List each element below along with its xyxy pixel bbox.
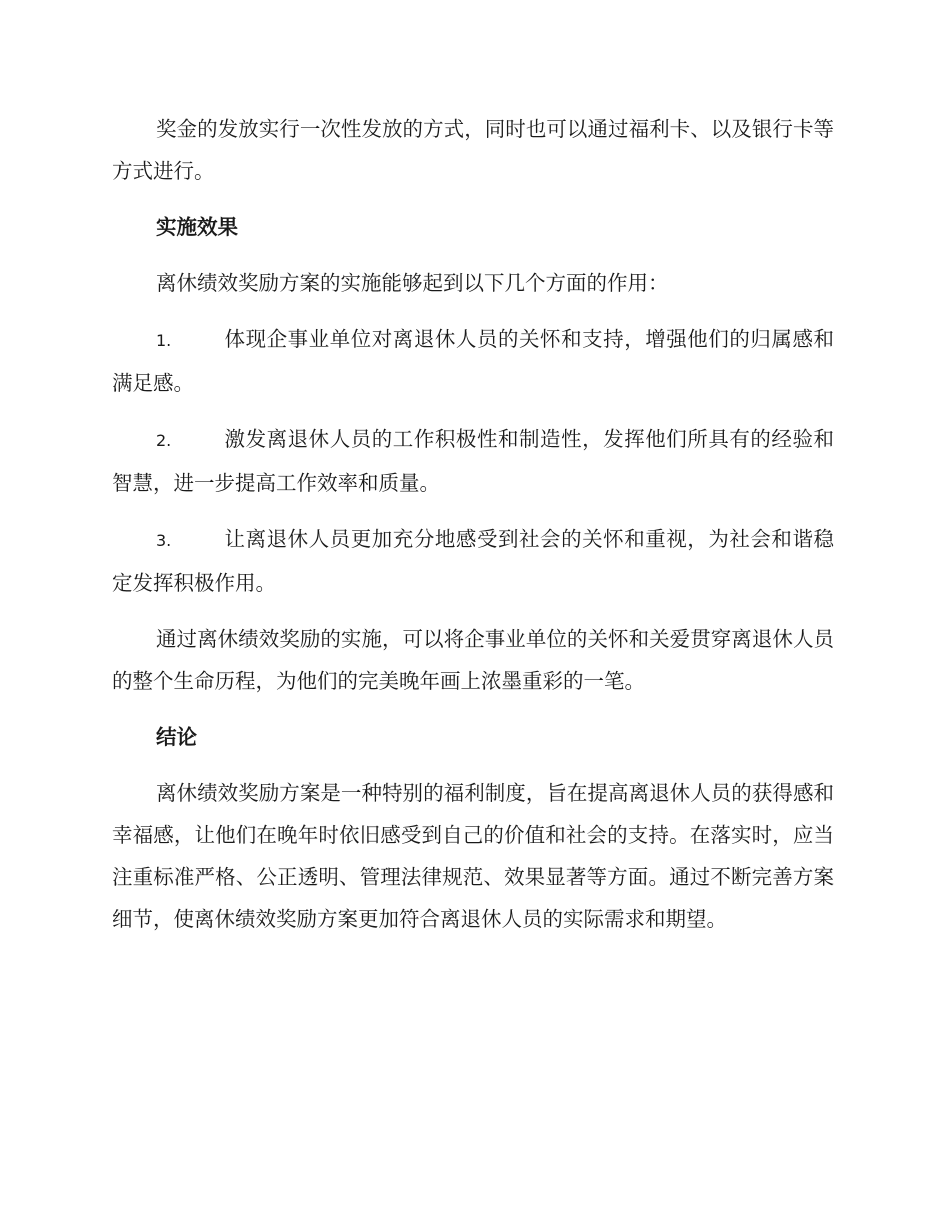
heading-conclusion: 结论 xyxy=(156,725,197,749)
list-item-text: 激发离退休人员的工作积极性和制造性，发挥他们所具有的经验和智慧，进一步提高工作效率和质量。 xyxy=(112,427,834,495)
list-number: 2. xyxy=(156,431,172,450)
heading-implementation-effect: 实施效果 xyxy=(156,215,238,239)
paragraph-conclusion: 离休绩效奖励方案是一种特别的福利制度，旨在提高离退休人员的获得感和幸福感，让他们在晚年时依旧感受到自己的价值和社会的支持。在落实时，应当注重标准严格、公正透明、管理法律规范、效果显著等方面。通过不断完善方案细节，使离休绩效奖励方案更加符合离退休人员的实际需求和期望。 xyxy=(112,781,834,931)
document-page xyxy=(112,108,834,954)
paragraph-bonus: 奖金的发放实行一次性发放的方式，同时也可以通过福利卡、以及银行卡等方式进行。 xyxy=(112,117,834,183)
list-item-text: 让离退休人员更加充分地感受到社会的关怀和重视，为社会和谐稳定发挥积极作用。 xyxy=(112,527,834,595)
list-item xyxy=(112,518,834,604)
paragraph-effect-intro: 离休绩效奖励方案的实施能够起到以下几个方面的作用： xyxy=(156,271,669,295)
list-number: 3. xyxy=(156,531,172,550)
list-item-text: 体现企事业单位对离退休人员的关怀和支持，增强他们的归属感和满足感。 xyxy=(112,327,834,395)
list-item xyxy=(112,418,834,504)
list-number: 1. xyxy=(156,331,172,350)
paragraph-effect-summary: 通过离休绩效奖励的实施，可以将企事业单位的关怀和关爱贯穿离退休人员的整个生命历程，为他们的完美晚年画上浓墨重彩的一笔。 xyxy=(112,627,834,693)
list-item xyxy=(112,318,834,404)
